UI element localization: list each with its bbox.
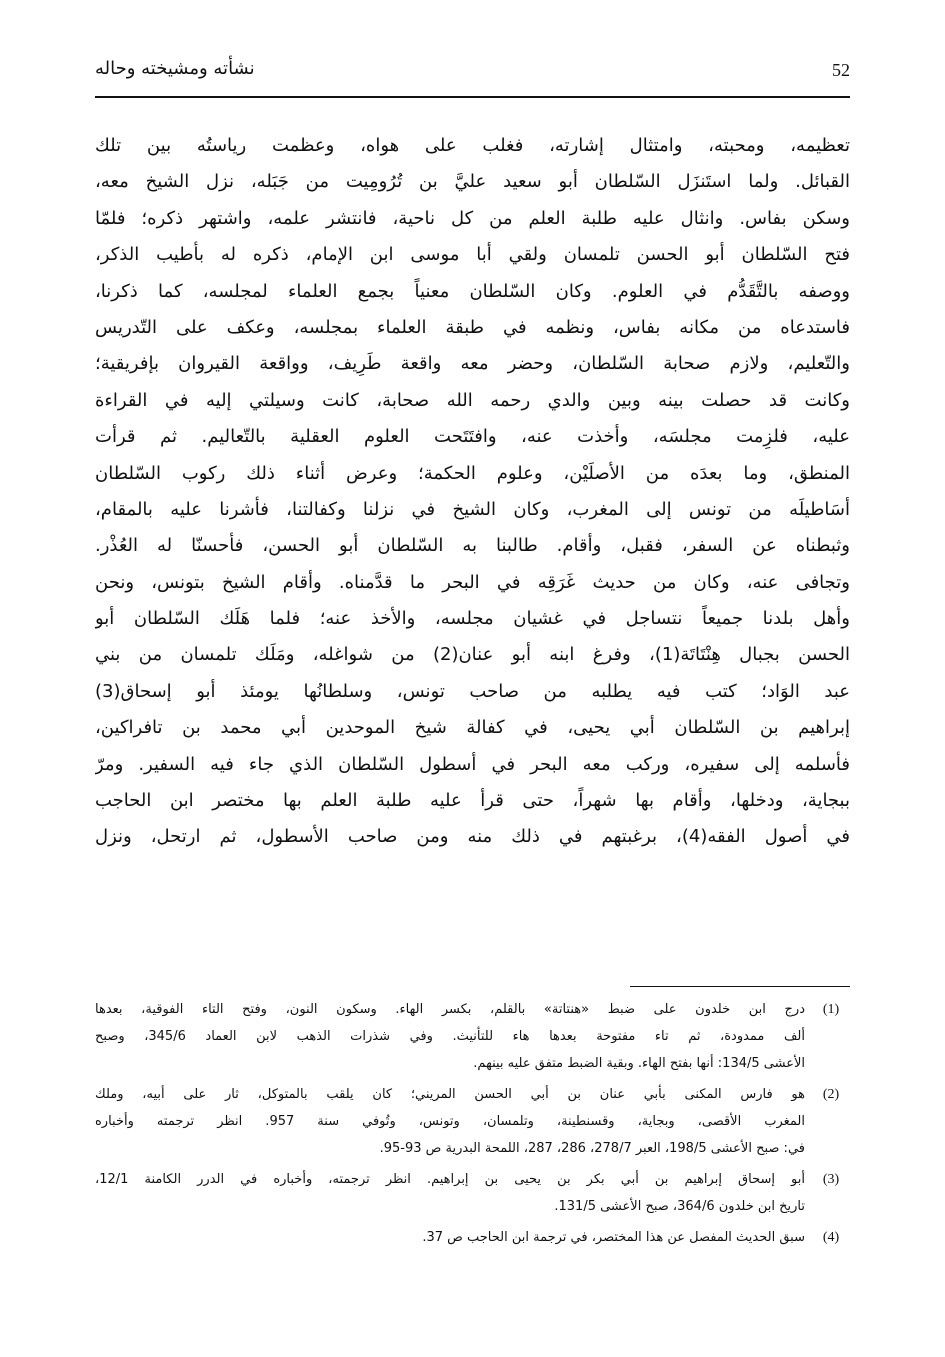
text-line: أسَاطيلَه من تونس إلى المغرب، وكان الشيخ في نزلنا وكفالتنا، فأشرنا عليه بالمقام،: [95, 498, 850, 520]
footnote-line: المغرب الأقصى، وبجاية، وقسنطينة، وتلمسان، وتونس، وتُوفي سنة 957. انظر ترجمته وأخباره: [95, 1114, 805, 1129]
page-number: 52: [832, 60, 850, 80]
text-line: المنطق، وما بعدَه من الأصلَيْن، وعلوم الحكمة؛ وعرض أثناء ذلك ركوب السّلطان: [95, 462, 850, 484]
footnote-number: (3): [822, 1172, 840, 1187]
text-line: ببجاية، ودخلها، وأقام بها شهراً، حتى قرأ عليه طلبة العلم بها مختصر ابن الحاجب: [95, 790, 850, 812]
footnote-number: (2): [822, 1087, 840, 1102]
footnote-3: [95, 1166, 850, 1220]
footnote-line: تاريخ ابن خلدون 364/6، صبح الأعشى 131/5.: [554, 1199, 805, 1214]
footnote-2: [95, 1081, 850, 1162]
text-line: وسكن بفاس. وانثال عليه طلبة العلم من كل ناحية، فانتشر علمه، واشتهر ذكره؛ فلمّا: [95, 207, 850, 229]
footnote-line: الأعشى 134/5: أنها بفتح الهاء. وبقية الضبط متفق عليه بينهم.: [473, 1056, 805, 1071]
footnote-number: (4): [822, 1230, 840, 1245]
text-line: ووصفه بالتَّقَدُّم في العلوم. وكان السّلطان معنياً بجمع العلماء لمجلسه، كما ذكرنا،: [95, 280, 850, 302]
text-line: فأسلمه إلى سفيره، وركب معه البحر في أسطول السّلطان الذي جاء فيه السفير. ومرّ: [95, 753, 850, 775]
footnote-1: [95, 996, 850, 1077]
running-title: نشأته ومشيخته وحاله: [95, 58, 255, 79]
text-line: وتجافى عنه، وكان من حديث غَرَقِه في البحر ما قدَّمناه. وأقام الشيخ بتونس، ونحن: [95, 571, 850, 593]
text-line: وثبطناه عن السفر، فقبل، وأقام. طالبنا به السّلطان أبو الحسن، فأحسنّا له العُذْر.: [95, 535, 850, 557]
text-line: وكانت قد حصلت بينه وبين والدي رحمه الله صحابة، كانت وسيلتي إليه في القراءة: [95, 389, 850, 411]
footnote-line: أبو إسحاق إبراهيم بن أبي بكر بن يحيى بن إبراهيم. انظر ترجمته، وأخباره في الدرر الكامنة 12/1،: [95, 1172, 805, 1187]
text-line: عبد الوَاد؛ كتب فيه يطلبه من صاحب تونس، وسلطانُها يومئذ أبو إسحاق(3): [95, 680, 850, 702]
footnote-4: [95, 1224, 850, 1251]
footnote-line: ألف ممدودة، ثم تاء مفتوحة بعدها هاء للتأنيث. وفي شذرات الذهب لابن العماد 345/6، وصبح: [95, 1029, 805, 1044]
text-line: القبائل. ولما استَنزَل السّلطان أبو سعيد عليَّ بن تُرُومِيت من جَبَله، نزل الشيخ معه،: [95, 171, 850, 193]
text-line: عليه، فلزِمت مجلسَه، وأخذت عنه، وافتَتَحت العلوم العقلية بالتّعاليم. ثم قرأت: [95, 426, 850, 448]
text-line: فتح السّلطان أبو الحسن تلمسان ولقي أبا موسى ابن الإمام، ذكره له بأطيب الذكر،: [95, 244, 850, 266]
text-line: في أصول الفقه(4)، برغبتهم في ذلك منه ومن صاحب الأسطول، ثم ارتحل، ونزل: [95, 826, 850, 848]
text-line: فاستدعاه من مكانه بفاس، ونظمه في طبقة العلماء بمجلسه، وعكف على التّدريس: [95, 316, 850, 338]
footnote-number: (1): [822, 1002, 840, 1017]
text-line: والتّعليم، ولازم صحابة السّلطان، وحضر معه واقعة طَرِيف، وواقعة القيروان بإفريقية؛: [95, 353, 850, 375]
header-rule: [95, 96, 850, 98]
text-line: الحسن بجبال هِنْتَاتَة(1)، وفرغ ابنه أبو عنان(2) من شواغله، ومَلَك تلمسان من بني: [95, 644, 850, 666]
footnotes: [95, 996, 850, 1255]
footnote-line: درج ابن خلدون على ضبط «هنتاتة» بالقلم، بكسر الهاء. وسكون النون، وفتح التاء الفوقية، بعدها: [95, 1002, 805, 1017]
text-line: تعظيمه، ومحبته، وامتثال إشارته، فغلب على هواه، وعظمت رياستُه بين تلك: [95, 135, 850, 156]
page-header: [95, 50, 850, 90]
text-line: إبراهيم بن السّلطان أبي يحيى، في كفالة شيخ الموحدين أبي محمد بن تافراكين،: [95, 717, 850, 739]
main-text: [95, 128, 850, 856]
footnote-line: سبق الحديث المفصل عن هذا المختصر، في ترجمة ابن الحاجب ص 37.: [422, 1230, 805, 1245]
footnote-line: هو فارس المكنى بأبي عنان بن أبي الحسن المريني؛ كان يلقب بالمتوكل، ثار على أبيه، وملك: [95, 1087, 805, 1102]
footnote-separator: [630, 986, 850, 987]
footnote-line: في: صبح الأعشى 198/5، العبر 278/7، 286، 287، اللمحة البدرية ص 93-95.: [379, 1141, 805, 1156]
text-line: وأهل بلدنا جميعاً نتساجل في غشيان مجلسه، والأخذ عنه؛ فلما هَلَك السّلطان أبو: [95, 608, 850, 630]
